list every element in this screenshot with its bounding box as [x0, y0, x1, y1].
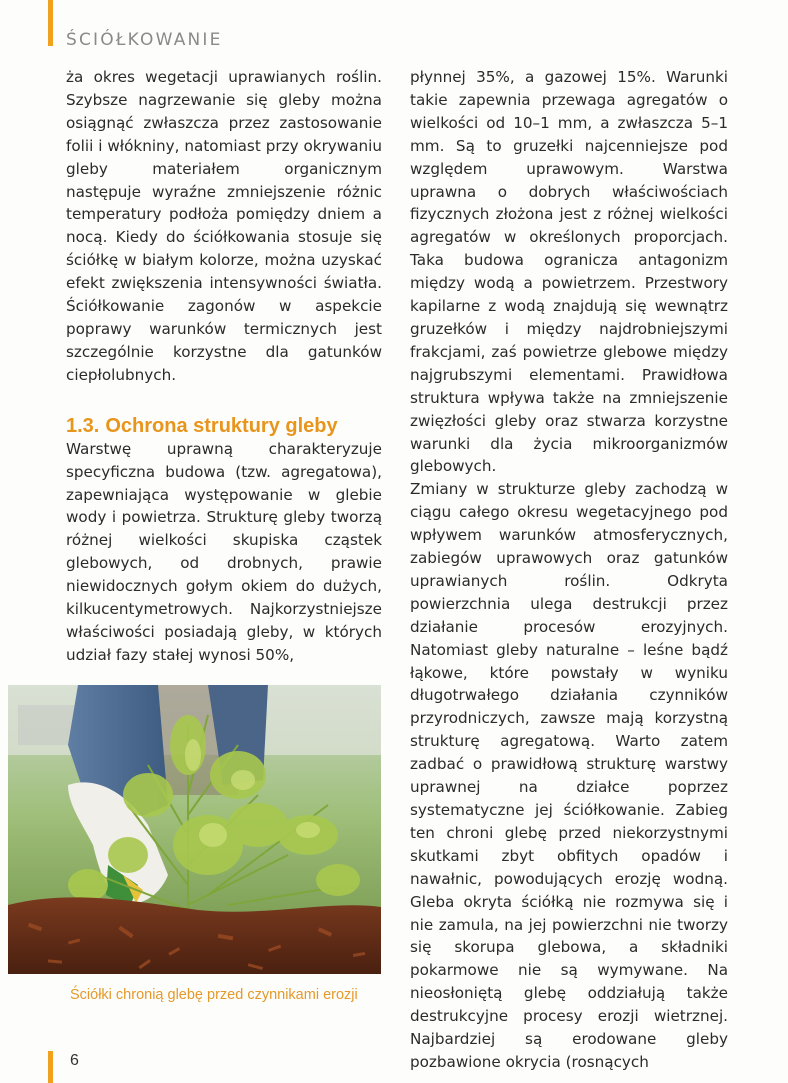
mulching-photo	[8, 685, 381, 974]
page-number: 6	[70, 1052, 79, 1069]
footer-accent-bar	[48, 1051, 53, 1083]
photo-caption: Ściółki chronią glebę przed czynnikami erozji	[70, 987, 358, 1003]
header-accent-bar	[48, 0, 53, 46]
section-heading	[66, 414, 382, 438]
section-title: Ochrona struktury gleby	[105, 414, 338, 437]
section-number: 1.3.	[66, 414, 100, 437]
left-paragraph-2: Warstwę uprawną charakteryzuje specyficzna budowa (tzw. agregatowa), zapewniająca występowanie w glebie wody i powietrza. Strukturę gleby tworzą różnej wielkości skupiska cząstek glebowych, od drobnych, prawie niewidocznych gołym okiem do dużych, kilkucentymetrowych. Najkorzystniejsze właściwości posiadają gleby, w których udział fazy stałej wynosi 50%,	[66, 439, 382, 664]
right-paragraph-1: płynnej 35%, a gazowej 15%. Warunki takie zapewnia przewaga agregatów o wielkości od 10–1 mm, a zwłaszcza 5–1 mm. Są to gruzełki najcenniejsze pod względem uprawowym. Warstwa uprawna o dobrych właściwościach fizycznych złożona jest z różnej wielkości agregatów w określonych proporcjach. Taka budowa ogranicza antagonizm między wodą a powietrzem. Przestwory kapilarne z wodą znajdują się wewnątrz gruzełków i między najdrobniejszymi frakcjami, zaś powietrze glebowe między najgrubszymi elementami. Prawidłowa struktura wpływa także na zmniejszenie zwięzłości gleby oraz stwarza korzystne warunki dla życia mikroorganizmów glebowych.	[410, 68, 728, 476]
left-column	[66, 66, 382, 667]
right-paragraph-2: Zmiany w strukturze gleby zachodzą w ciągu całego okresu wegetacyjnego pod wpływem warunków atmosferycznych, zabiegów uprawowych oraz gatunków uprawianych roślin. Odkryta powierzchnia ulega destrukcji przez działanie procesów erozyjnych. Natomiast gleby naturalne – leśne bądź łąkowe, które powstały w wyniku długotrwałego działania czynników przyrodniczych, zawsze mają korzystną strukturę agregatową. Warto zatem zadbać o prawidłową strukturę warstwy uprawnej na działce poprzez systematyczne jej ściółkowanie. Zabieg ten chroni glebę przed niekorzystnymi skutkami zbyt obfitych opadów i nawałnic, powodujących erozję wodną. Gleba okryta ściółką nie rozmywa się i nie zamula, na jej powierzchni nie tworzy się skorupa glebowa, a składniki pokarmowe nie są wymywane. Na nieosłoniętą glebę oddziałują także destrukcyjne procesy erozji wietrznej. Najbardziej są erodowane gleby pozbawione okrycia (rosnących	[410, 480, 728, 1071]
left-paragraph-1: ża okres wegetacji uprawianych roślin. Szybsze nagrzewanie się gleby można osiągnąć zwłaszcza przez zastosowanie folii i włókniny, natomiast przy okrywaniu gleby materiałem organicznym następuje wyraźne zmniejszenie różnic temperatury podłoża pomiędzy dniem a nocą. Kiedy do ściółkowania stosuje się ściółkę w białym kolorze, można uzyskać efekt zwiększenia intensywności światła. Ściółkowanie zagonów w aspekcie poprawy warunków termicznych jest szczególnie korzystne dla gatunków ciepłolubnych.	[66, 68, 382, 384]
running-head: ŚCIÓŁKOWANIE	[66, 30, 223, 50]
right-column	[410, 66, 728, 1074]
photo-illustration	[8, 685, 381, 974]
